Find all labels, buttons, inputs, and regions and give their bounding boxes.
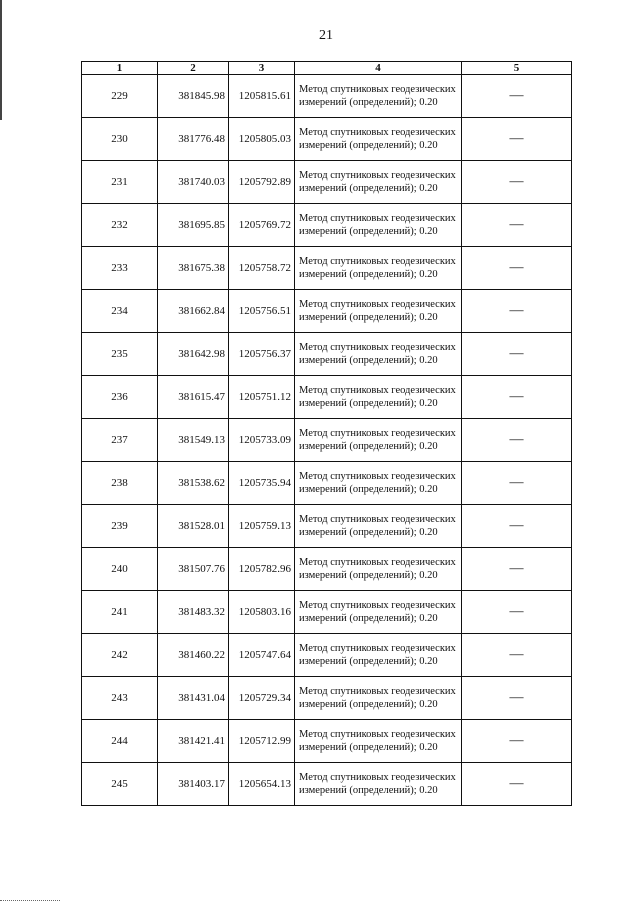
- note-cell: [462, 720, 572, 763]
- table-row: [82, 548, 572, 591]
- method-accuracy-cell: Метод спутниковых геодезических измерений (определений); 0.20: [295, 591, 462, 634]
- note-cell: [462, 247, 572, 290]
- x-coordinate-cell: 381483.32: [158, 591, 229, 634]
- x-coordinate-cell: 381776.48: [158, 118, 229, 161]
- point-number-cell: 229: [82, 75, 158, 118]
- method-accuracy-cell: Метод спутниковых геодезических измерений (определений); 0.20: [295, 462, 462, 505]
- point-number-cell: 233: [82, 247, 158, 290]
- x-coordinate-cell: 381642.98: [158, 333, 229, 376]
- x-coordinate-cell: 381528.01: [158, 505, 229, 548]
- x-coordinate-cell: 381460.22: [158, 634, 229, 677]
- point-number-cell: 236: [82, 376, 158, 419]
- point-number-cell: 234: [82, 290, 158, 333]
- table-row: [82, 591, 572, 634]
- x-coordinate-cell: 381421.41: [158, 720, 229, 763]
- y-coordinate-cell: 1205805.03: [229, 118, 295, 161]
- dash-mark: —: [509, 88, 524, 103]
- method-accuracy-cell: Метод спутниковых геодезических измерений (определений); 0.20: [295, 548, 462, 591]
- dash-mark: —: [509, 475, 524, 490]
- table-body: [82, 75, 572, 806]
- x-coordinate-cell: 381662.84: [158, 290, 229, 333]
- note-cell: [462, 75, 572, 118]
- method-accuracy-cell: Метод спутниковых геодезических измерений (определений); 0.20: [295, 333, 462, 376]
- dash-mark: —: [509, 690, 524, 705]
- table-row: [82, 677, 572, 720]
- y-coordinate-cell: 1205712.99: [229, 720, 295, 763]
- scan-edge-mark: [0, 0, 2, 120]
- table-row: [82, 161, 572, 204]
- point-number-cell: 239: [82, 505, 158, 548]
- point-number-cell: 238: [82, 462, 158, 505]
- note-cell: [462, 677, 572, 720]
- x-coordinate-cell: 381615.47: [158, 376, 229, 419]
- dash-mark: —: [509, 776, 524, 791]
- dash-mark: —: [509, 647, 524, 662]
- table-row: [82, 75, 572, 118]
- table-row: [82, 204, 572, 247]
- y-coordinate-cell: 1205759.13: [229, 505, 295, 548]
- dash-mark: —: [509, 389, 524, 404]
- point-number-cell: 235: [82, 333, 158, 376]
- table-row: [82, 290, 572, 333]
- dash-mark: —: [509, 217, 524, 232]
- dash-mark: —: [509, 346, 524, 361]
- method-accuracy-cell: Метод спутниковых геодезических измерений (определений); 0.20: [295, 677, 462, 720]
- dash-mark: —: [509, 303, 524, 318]
- note-cell: [462, 591, 572, 634]
- y-coordinate-cell: 1205769.72: [229, 204, 295, 247]
- header-col-5: 5: [462, 62, 572, 75]
- y-coordinate-cell: 1205758.72: [229, 247, 295, 290]
- header-col-1: 1: [82, 62, 158, 75]
- point-number-cell: 232: [82, 204, 158, 247]
- table-row: [82, 634, 572, 677]
- dash-mark: —: [509, 561, 524, 576]
- dash-mark: —: [509, 260, 524, 275]
- x-coordinate-cell: 381538.62: [158, 462, 229, 505]
- table-row: [82, 247, 572, 290]
- y-coordinate-cell: 1205735.94: [229, 462, 295, 505]
- y-coordinate-cell: 1205756.37: [229, 333, 295, 376]
- method-accuracy-cell: Метод спутниковых геодезических измерений (определений); 0.20: [295, 419, 462, 462]
- note-cell: [462, 419, 572, 462]
- point-number-cell: 230: [82, 118, 158, 161]
- method-accuracy-cell: Метод спутниковых геодезических измерений (определений); 0.20: [295, 118, 462, 161]
- y-coordinate-cell: 1205756.51: [229, 290, 295, 333]
- note-cell: [462, 376, 572, 419]
- point-number-cell: 245: [82, 763, 158, 806]
- method-accuracy-cell: Метод спутниковых геодезических измерений (определений); 0.20: [295, 290, 462, 333]
- scan-bottom-mark: [0, 900, 60, 902]
- note-cell: [462, 505, 572, 548]
- table-row: [82, 118, 572, 161]
- x-coordinate-cell: 381675.38: [158, 247, 229, 290]
- dash-mark: —: [509, 518, 524, 533]
- table-row: [82, 376, 572, 419]
- y-coordinate-cell: 1205792.89: [229, 161, 295, 204]
- method-accuracy-cell: Метод спутниковых геодезических измерений (определений); 0.20: [295, 763, 462, 806]
- note-cell: [462, 204, 572, 247]
- point-number-cell: 231: [82, 161, 158, 204]
- y-coordinate-cell: 1205751.12: [229, 376, 295, 419]
- coordinates-table: [81, 61, 572, 806]
- y-coordinate-cell: 1205654.13: [229, 763, 295, 806]
- dash-mark: —: [509, 733, 524, 748]
- point-number-cell: 243: [82, 677, 158, 720]
- y-coordinate-cell: 1205729.34: [229, 677, 295, 720]
- method-accuracy-cell: Метод спутниковых геодезических измерений (определений); 0.20: [295, 505, 462, 548]
- note-cell: [462, 548, 572, 591]
- y-coordinate-cell: 1205782.96: [229, 548, 295, 591]
- note-cell: [462, 290, 572, 333]
- x-coordinate-cell: 381403.17: [158, 763, 229, 806]
- x-coordinate-cell: 381740.03: [158, 161, 229, 204]
- table-row: [82, 505, 572, 548]
- page-number: 21: [319, 28, 333, 43]
- note-cell: [462, 333, 572, 376]
- header-col-3: 3: [229, 62, 295, 75]
- x-coordinate-cell: 381845.98: [158, 75, 229, 118]
- point-number-cell: 242: [82, 634, 158, 677]
- dash-mark: —: [509, 174, 524, 189]
- method-accuracy-cell: Метод спутниковых геодезических измерений (определений); 0.20: [295, 161, 462, 204]
- note-cell: [462, 763, 572, 806]
- note-cell: [462, 161, 572, 204]
- table-row: [82, 419, 572, 462]
- dash-mark: —: [509, 604, 524, 619]
- x-coordinate-cell: 381549.13: [158, 419, 229, 462]
- x-coordinate-cell: 381431.04: [158, 677, 229, 720]
- y-coordinate-cell: 1205815.61: [229, 75, 295, 118]
- note-cell: [462, 462, 572, 505]
- table-row: [82, 763, 572, 806]
- x-coordinate-cell: 381695.85: [158, 204, 229, 247]
- table-row: [82, 462, 572, 505]
- table-row: [82, 333, 572, 376]
- note-cell: [462, 118, 572, 161]
- dash-mark: —: [509, 432, 524, 447]
- method-accuracy-cell: Метод спутниковых геодезических измерений (определений); 0.20: [295, 720, 462, 763]
- header-col-2: 2: [158, 62, 229, 75]
- note-cell: [462, 634, 572, 677]
- point-number-cell: 240: [82, 548, 158, 591]
- method-accuracy-cell: Метод спутниковых геодезических измерений (определений); 0.20: [295, 634, 462, 677]
- table-row: [82, 720, 572, 763]
- header-col-4: 4: [295, 62, 462, 75]
- method-accuracy-cell: Метод спутниковых геодезических измерений (определений); 0.20: [295, 75, 462, 118]
- method-accuracy-cell: Метод спутниковых геодезических измерений (определений); 0.20: [295, 247, 462, 290]
- point-number-cell: 244: [82, 720, 158, 763]
- y-coordinate-cell: 1205747.64: [229, 634, 295, 677]
- method-accuracy-cell: Метод спутниковых геодезических измерений (определений); 0.20: [295, 376, 462, 419]
- point-number-cell: 237: [82, 419, 158, 462]
- y-coordinate-cell: 1205803.16: [229, 591, 295, 634]
- table-header-row: [82, 62, 572, 75]
- point-number-cell: 241: [82, 591, 158, 634]
- dash-mark: —: [509, 131, 524, 146]
- x-coordinate-cell: 381507.76: [158, 548, 229, 591]
- method-accuracy-cell: Метод спутниковых геодезических измерений (определений); 0.20: [295, 204, 462, 247]
- y-coordinate-cell: 1205733.09: [229, 419, 295, 462]
